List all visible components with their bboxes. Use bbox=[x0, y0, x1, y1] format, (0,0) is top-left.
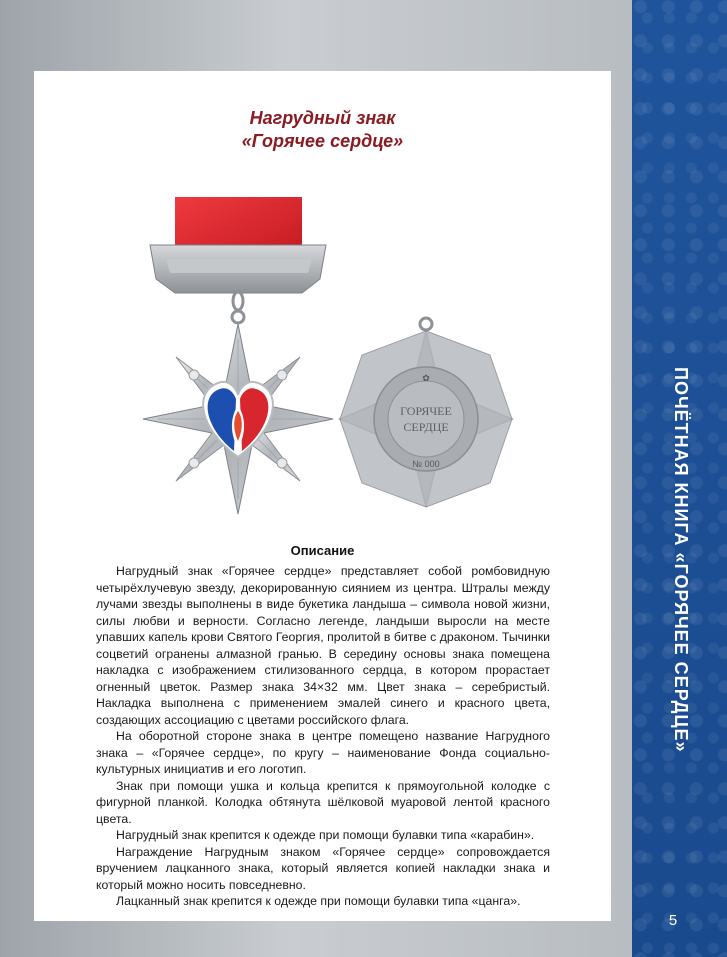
svg-text:✿: ✿ bbox=[422, 373, 430, 383]
description-paragraph: Нагрудный знак крепится к одежде при помощи булавки типа «карабин». bbox=[116, 828, 535, 842]
description-paragraph: Лацканный знак крепится к одежде при помощи булавки типа «цанга». bbox=[116, 894, 521, 908]
description-paragraph: Знак при помощи ушка и кольца крепится к прямоугольной колодке с фигурной планкой. Колодка обтянута шёлковой муаровой лентой красного цвета. bbox=[96, 778, 550, 826]
reverse-number: № 000 bbox=[412, 459, 440, 469]
page-number: 5 bbox=[668, 912, 678, 929]
description-paragraph: На оборотной стороне знака в центре помещено название Нагрудного знака – «Горячее сердце», по кругу – наименование Фонда социально-культурных инициатив и его логотип. bbox=[96, 729, 550, 776]
medal-reverse-star bbox=[340, 318, 512, 507]
page-title bbox=[34, 107, 611, 153]
description-paragraph: Награждение Нагрудным знаком «Горячее сердце» сопровождается вручением лацканного знака, который является копией накладки знака и который можно носить повседневно. bbox=[96, 844, 550, 892]
description-body bbox=[96, 563, 550, 910]
medal-illustration bbox=[126, 189, 516, 519]
medal-obverse-star bbox=[143, 324, 333, 514]
title-line-2: «Горячее сердце» bbox=[241, 131, 404, 151]
description-paragraph: Нагрудный знак «Горячее сердце» представляет собой ромбовидную четырёхлучевую звезду, декорированную сиянием из центра. Штралы между лучами звезды выполнены в виде букетика ландыша – символа новой жизни, силы любви и верности. Согласно легенде, ландыши выросли на месте упавших капель крови Святого Георгия, пролитой в битве с драконом. Тычинки соцветий огранены алмазной гранью. В середину основы знака помещена накладка с изображением стилизованного сердца, в котором прорастает огненный цветок. Размер знака 34×32 мм. Цвет знака – серебристый. Накладка выполнена с применением эмалей синего и красного цвета, создающих ассоциацию с цветами российского флага. bbox=[96, 564, 550, 727]
reverse-name-line-2: СЕРДЦЕ bbox=[403, 420, 449, 434]
medal-ring bbox=[232, 292, 244, 323]
description-heading: Описание bbox=[290, 543, 355, 558]
reverse-name-line-1: ГОРЯЧЕЕ bbox=[400, 404, 452, 418]
medal-ribbon-block bbox=[150, 197, 326, 293]
title-line-1: Нагрудный знак bbox=[249, 108, 396, 128]
book-title-vertical: ПОЧЁТНАЯ КНИГА «ГОРЯЧЕЕ СЕРДЦЕ» bbox=[671, 367, 691, 753]
page-sheet bbox=[34, 71, 611, 921]
